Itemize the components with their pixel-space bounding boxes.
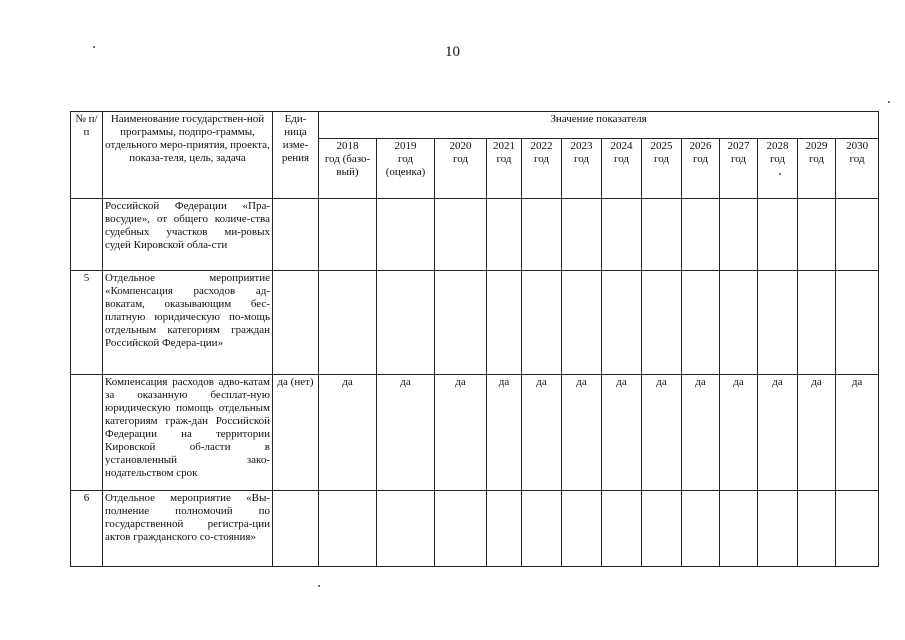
row-value: да: [562, 375, 602, 491]
row-value: [522, 491, 562, 567]
header-year-2020: [435, 139, 487, 199]
row-value: [720, 491, 758, 567]
indicators-table: [70, 111, 879, 567]
row-value: [487, 491, 522, 567]
header-year-note: год (базо-вый): [324, 153, 371, 178]
row-value: да: [602, 375, 642, 491]
header-year-note: год: [730, 153, 747, 165]
header-year-label: 2018: [336, 140, 359, 152]
row-value: [602, 491, 642, 567]
header-year-2026: [682, 139, 720, 199]
header-year-label: 2028: [766, 140, 789, 152]
row-unit: [273, 271, 319, 375]
row-value: [642, 491, 682, 567]
header-year-note: год: [613, 153, 630, 165]
row-name: Отдельное мероприятие «Вы-полнение полномочий по государственной регистра-ции актов гражданского со-стояния»: [103, 491, 273, 567]
scan-speck: [93, 46, 95, 48]
row-value: [682, 491, 720, 567]
header-year-label: 2023: [570, 140, 593, 152]
row-unit: [273, 491, 319, 567]
header-year-note: год: [452, 153, 469, 165]
header-year-label: 2021: [493, 140, 515, 152]
row-value: [758, 199, 798, 271]
row-value: [758, 491, 798, 567]
header-name: Наименование государствен-ной программы, подпро-граммы, отдельного меро-приятия, проекта, показа-теля, цель, задача: [103, 112, 273, 199]
row-value: [562, 271, 602, 375]
row-value: [682, 199, 720, 271]
row-value: [435, 199, 487, 271]
header-year-label: 2027: [727, 140, 750, 152]
header-year-2021: [487, 139, 522, 199]
row-value: [319, 199, 377, 271]
header-year-note: год (оценка): [385, 153, 426, 178]
row-name: Отдельное мероприятие «Компенсация расходов ад-вокатам, оказывающим бес-платную юридическую по-мощь отдельным категориям граждан Российской Федера-ции»: [103, 271, 273, 375]
row-value: [758, 271, 798, 375]
row-num: [71, 199, 103, 271]
row-value: [562, 491, 602, 567]
header-year-label: 2029: [805, 140, 828, 152]
row-value: [798, 199, 836, 271]
row-unit: [273, 199, 319, 271]
row-value: [720, 199, 758, 271]
row-name: Российской Федерации «Пра-восудие», от общего количе-ства судебных участков ми-ровых судей Кировской обла-сти: [103, 199, 273, 271]
header-year-label: 2022: [530, 140, 553, 152]
header-year-2029: [798, 139, 836, 199]
row-value: да: [377, 375, 435, 491]
table-row: [71, 491, 879, 567]
row-value: да: [319, 375, 377, 491]
header-year-label: 2020: [449, 140, 472, 152]
page-number: 10: [445, 44, 460, 60]
header-year-note: год: [769, 153, 786, 165]
row-value: [602, 199, 642, 271]
header-year-2030: [836, 139, 879, 199]
table-row: [71, 375, 879, 491]
header-year-note: год: [849, 153, 865, 165]
header-year-2024: [602, 139, 642, 199]
row-num: 6: [71, 491, 103, 567]
header-year-note: год: [496, 153, 512, 165]
table-row: [71, 199, 879, 271]
row-value: [836, 199, 879, 271]
row-value: [798, 491, 836, 567]
table-row: [71, 271, 879, 375]
header-year-2019: [377, 139, 435, 199]
scan-speck: [888, 101, 890, 103]
row-value: да: [798, 375, 836, 491]
header-year-label: 2026: [689, 140, 712, 152]
row-value: [487, 271, 522, 375]
row-value: [377, 199, 435, 271]
header-year-note: год: [573, 153, 590, 165]
row-value: [602, 271, 642, 375]
header-year-label: 2019: [394, 140, 417, 152]
row-value: [642, 199, 682, 271]
header-year-label: 2030: [846, 140, 869, 152]
row-value: [836, 271, 879, 375]
row-value: [642, 271, 682, 375]
header-year-label: 2025: [650, 140, 673, 152]
row-value: [720, 271, 758, 375]
row-value: [435, 271, 487, 375]
header-year-2022: [522, 139, 562, 199]
row-value: [377, 491, 435, 567]
header-year-2025: [642, 139, 682, 199]
row-num: 5: [71, 271, 103, 375]
row-value: да: [642, 375, 682, 491]
row-value: [682, 271, 720, 375]
header-unit: Еди-ница изме-рения: [273, 112, 319, 199]
row-value: [798, 271, 836, 375]
row-value: [522, 199, 562, 271]
header-year-2018: [319, 139, 377, 199]
row-value: [435, 491, 487, 567]
header-year-2023: [562, 139, 602, 199]
scan-speck: [318, 585, 320, 587]
header-year-note: год: [692, 153, 709, 165]
row-value: да: [720, 375, 758, 491]
row-name: Компенсация расходов адво-катам за оказанную бесплат-ную юридическую помощь отдельным категориям граж-дан Российской Федерации на территории Кировской об-ласти в установленный зако-нодательством срок: [103, 375, 273, 491]
header-year-label: 2024: [610, 140, 633, 152]
row-value: [522, 271, 562, 375]
row-value: да: [522, 375, 562, 491]
row-value: да: [682, 375, 720, 491]
row-value: [319, 271, 377, 375]
header-year-note: год: [808, 153, 825, 165]
row-value: да: [487, 375, 522, 491]
scan-speck: [779, 173, 781, 175]
row-num: [71, 375, 103, 491]
table-body: [71, 199, 879, 567]
header-year-2027: [720, 139, 758, 199]
row-value: да: [836, 375, 879, 491]
row-value: да: [435, 375, 487, 491]
row-value: [836, 491, 879, 567]
row-value: [319, 491, 377, 567]
header-year-note: год: [653, 153, 670, 165]
row-unit: да (нет): [273, 375, 319, 491]
row-value: [562, 199, 602, 271]
header-year-2028: [758, 139, 798, 199]
header-value-group: Значение показателя: [319, 112, 879, 139]
header-num: № п/п: [71, 112, 103, 199]
row-value: да: [758, 375, 798, 491]
header-year-note: год: [533, 153, 550, 165]
row-value: [487, 199, 522, 271]
row-value: [377, 271, 435, 375]
